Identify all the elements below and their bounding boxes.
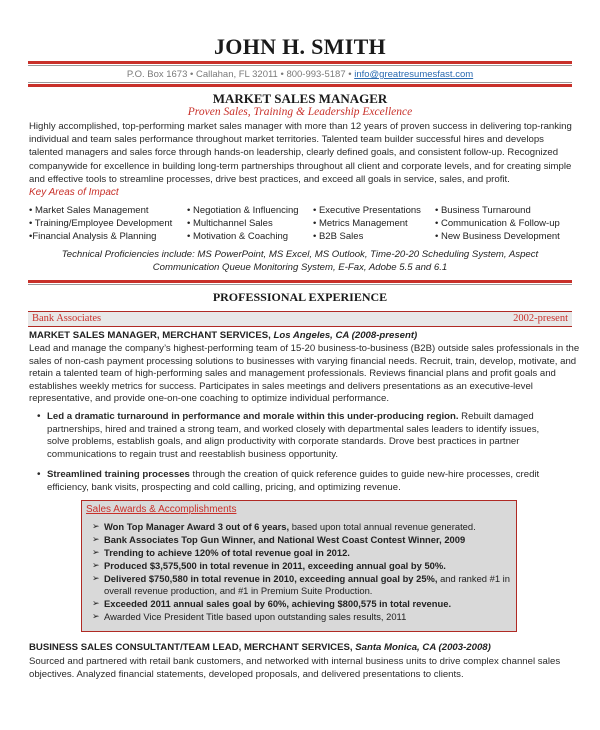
key-areas-heading: Key Areas of Impact (29, 187, 119, 198)
description-line: objectives. Analyzed financial statements, developed proposals, and delivered presentations to clients. (29, 668, 464, 680)
bullet-lead: Streamlined training processes (47, 469, 190, 480)
skill-item: • Training/Employee Development (29, 218, 173, 229)
award-lead: Delivered $750,580 in total revenue in 2010, exceeding annual goal by 25%, (104, 573, 438, 584)
award-lead: Produced $3,575,500 in total revenue in 2011, exceeding annual goal by 50%. (104, 560, 446, 571)
award-text: and ranked #1 in (437, 573, 510, 584)
skill-item: • Executive Presentations (313, 205, 421, 216)
award-text: based upon total annual revenue generated. (289, 521, 476, 532)
award-lead: Won Top Manager Award 3 out of 6 years, (104, 521, 290, 532)
awards-box (81, 500, 517, 632)
achievement-bullet (37, 469, 572, 494)
company-name: Bank Associates (32, 313, 102, 324)
email-link[interactable]: info@greatresumesfast.com (354, 69, 474, 80)
bullet-line: communications to regain trust and reestablish business opportunity. (47, 448, 338, 460)
summary-paragraph (29, 120, 573, 186)
bullet-line: efficiency, bank visits, prospecting and cold calling, pricing, and optimizing revenue. (47, 481, 401, 493)
role-heading (29, 330, 417, 341)
skill-item: • Communication & Follow-up (435, 218, 560, 229)
skill-item: • Metrics Management (313, 218, 408, 229)
header-rule-top (28, 61, 572, 64)
award-bullet-icon: ➢ (92, 573, 100, 583)
award-item (92, 547, 350, 559)
skill-item: • Motivation & Coaching (187, 231, 289, 242)
awards-heading: Sales Awards & Accomplishments (86, 504, 237, 515)
summary-line: Highly accomplished, top-performing market sales manager with more than 12 years of proven success in delivering top-ranking (29, 121, 572, 132)
summary-line: companywide for excellence in building long-term partnerships throughout all client and corporate levels, and for creating simple (29, 160, 572, 172)
bullet-line: solve problems, establish goals, and align productivity with corporate standards. Drove best practices in partner (47, 436, 520, 447)
award-item (92, 534, 466, 546)
candidate-name: JOHN H. SMITH (214, 34, 386, 59)
skill-item: • Business Turnaround (435, 205, 531, 216)
award-item-continuation: overall revenue production, and #1 in Premium Suite Production. (104, 585, 373, 596)
award-bullet-icon: ➢ (92, 611, 100, 621)
skill-item: •Financial Analysis & Planning (29, 231, 157, 242)
summary-line: and effective tools to streamline processes, drive best practices, and exceed all goals in service, sales, and profit. (29, 173, 510, 185)
role-description (29, 343, 580, 406)
skill-item: • Market Sales Management (29, 205, 149, 216)
award-bullet-icon: ➢ (92, 598, 100, 608)
award-item (92, 560, 446, 572)
section-rule-red (28, 280, 572, 283)
header-rule-thin (28, 65, 572, 66)
description-line: Sourced and partnered with retail bank customers, and networked with internal business units to drive complex channel sales (29, 656, 561, 667)
contact-rule-red (28, 84, 572, 87)
award-item (92, 611, 407, 623)
award-item (92, 521, 476, 533)
skill-item: • B2B Sales (313, 231, 364, 242)
skill-item: • Negotiation & Influencing (187, 205, 299, 216)
award-bullet-icon: ➢ (92, 547, 100, 557)
bullet-dot: • (37, 469, 41, 480)
award-lead: Trending to achieve 120% of total revenue goal in 2012. (104, 547, 350, 558)
bullet-dot: • (37, 411, 41, 422)
tech-proficiencies-line: Communication Queue Monitoring System, E-Fax, Adobe 5.5 and 6.1 (152, 262, 448, 273)
description-line: Lead and manage the company’s highest-performing team of 15-20 business-to-business (B2B) outside sales professionals in the (29, 343, 580, 354)
contact-rule-thin (28, 82, 572, 83)
award-text: Awarded Vice President Title based upon outstanding sales results, 2011 (104, 611, 407, 622)
role-description (29, 656, 573, 681)
description-line: retain a talented team of high-performing sales and management professionals. Reviews financial plans and profit goals and (29, 368, 556, 379)
award-item (92, 573, 510, 585)
award-bullet-icon: ➢ (92, 521, 100, 531)
description-line: sales of non-cash payment processing solutions to businesses with varying financial needs. Recruit, train, develop, motivate, and (29, 355, 577, 367)
role-title: MARKET SALES MANAGER, MERCHANT SERVICES, (29, 330, 274, 341)
role-heading (29, 642, 491, 653)
contact-line (0, 69, 600, 80)
description-line: representative, and provide one-on-one coaching to optimize individual performance. (29, 393, 389, 404)
contact-details: P.O. Box 1673 • Callahan, FL 32011 • 800-993-5187 • (126, 69, 355, 80)
bullet-text: Rebuilt damaged (458, 411, 534, 422)
experience-heading: PROFESSIONAL EXPERIENCE (212, 290, 388, 304)
summary-line: individual and team sales performance throughout market territories. Talented team builder successful hires and develops (29, 134, 544, 146)
description-line: establishes weekly metrics for success. Participates in sales meetings and delivers presentations as an executive-level (29, 380, 533, 392)
summary-line: talented managers and sales force through hands-on leadership, clearly defined goals, and consistent follow-up. Recognized (29, 147, 559, 159)
role-location: Santa Monica, CA (2003-2008) (355, 642, 491, 653)
award-bullet-icon: ➢ (92, 534, 100, 544)
bullet-line: partnerships, hired and trained a strong team, and worked closely with departmental sales leaders to identify issues, (47, 423, 540, 435)
award-item (92, 598, 452, 610)
company-bar (28, 311, 572, 327)
tech-proficiencies-line: Technical Proficiencies include: MS PowerPoint, MS Excel, MS Outlook, Time-20-20 Scheduling System, Aspect (61, 249, 539, 260)
skill-item: • New Business Development (435, 231, 560, 242)
tagline: Proven Sales, Training & Leadership Excellence (187, 106, 413, 118)
role-location: Los Angeles, CA (2008-present) (273, 330, 418, 341)
award-lead: Bank Associates Top Gun Winner, and National West Coast Contest Winner, 2009 (104, 534, 466, 545)
award-lead: Exceeded 2011 annual sales goal by 60%, achieving $800,575 in total revenue. (104, 598, 452, 609)
achievement-bullet (37, 411, 572, 461)
role-title: BUSINESS SALES CONSULTANT/TEAM LEAD, MERCHANT SERVICES, (29, 642, 356, 653)
award-bullet-icon: ➢ (92, 560, 100, 570)
bullet-text: through the creation of quick reference guides to guide new-hire processes, credit (189, 469, 540, 480)
job-title: MARKET SALES MANAGER (212, 91, 388, 106)
company-dates: 2002-present (513, 313, 568, 324)
section-rule-thin (28, 284, 572, 285)
skill-item: • Multichannel Sales (187, 218, 273, 229)
bullet-lead: Led a dramatic turnaround in performance and morale within this under-producing region. (47, 411, 459, 422)
